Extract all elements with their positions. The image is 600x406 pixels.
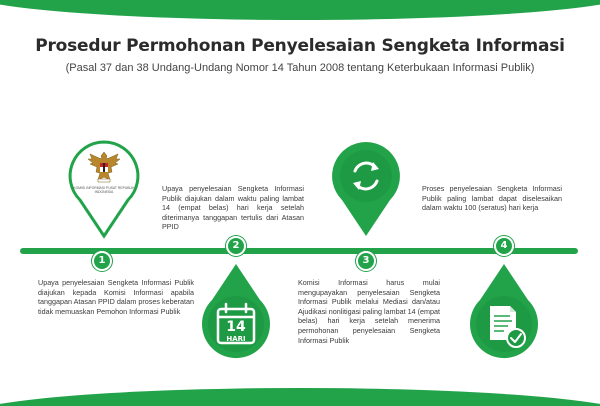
step-4-number: 4 [494, 236, 514, 256]
page-subtitle: (Pasal 37 dan 38 Undang-Undang Nomor 14 Tahun 2008 tentang Keterbukaan Informasi Publik) [65, 62, 535, 74]
step-2-number: 2 [226, 236, 246, 256]
step-4-description: Proses penyelesaian Sengketa Informasi Publik paling lambat dapat diselesaikan dalam waktu 100 (seratus) hari kerja [422, 184, 562, 213]
header-band [0, 0, 600, 20]
step-3-description: Komisi Informasi harus mulai mengupayakan penyelesaian Sengketa Informasi Publik melalui Mediasi dan/atau Ajudikasi nonlitigasi paling lambat 14 (empat belas) hari kerja setelah menerima permohonan penyelesaian Sengketa Informasi Publik [298, 278, 440, 345]
step-1-number: 1 [92, 251, 112, 271]
step-2-pin [198, 262, 274, 366]
step-1-description: Upaya penyelesaian Sengketa Informasi Publik diajukan kepada Komisi Informasi apabila tanggapan Atasan PPID dalam proses keberatan tidak memuaskan Pemohon Informasi Publik [38, 278, 194, 316]
calendar-unit: HARI [226, 335, 246, 343]
step-3-number: 3 [356, 251, 376, 271]
garuda-emblem-icon [84, 150, 124, 184]
calendar-number: 14 [226, 319, 246, 335]
step-2-description: Upaya penyelesaian Sengketa Informasi Publik diajukan dalam waktu paling lambat 14 (empat belas) hari kerja setelah diterimanya tanggapan tertulis dari Atasan PPID [162, 184, 304, 232]
step-3-pin [328, 140, 404, 240]
emblem-caption: KOMISI INFORMASI PUSAT REPUBLIK INDONESIA [73, 186, 135, 195]
step-4-pin [466, 262, 542, 366]
page-title: Prosedur Permohonan Penyelesaian Sengketa Informasi [35, 36, 565, 56]
footer-band [0, 388, 600, 406]
